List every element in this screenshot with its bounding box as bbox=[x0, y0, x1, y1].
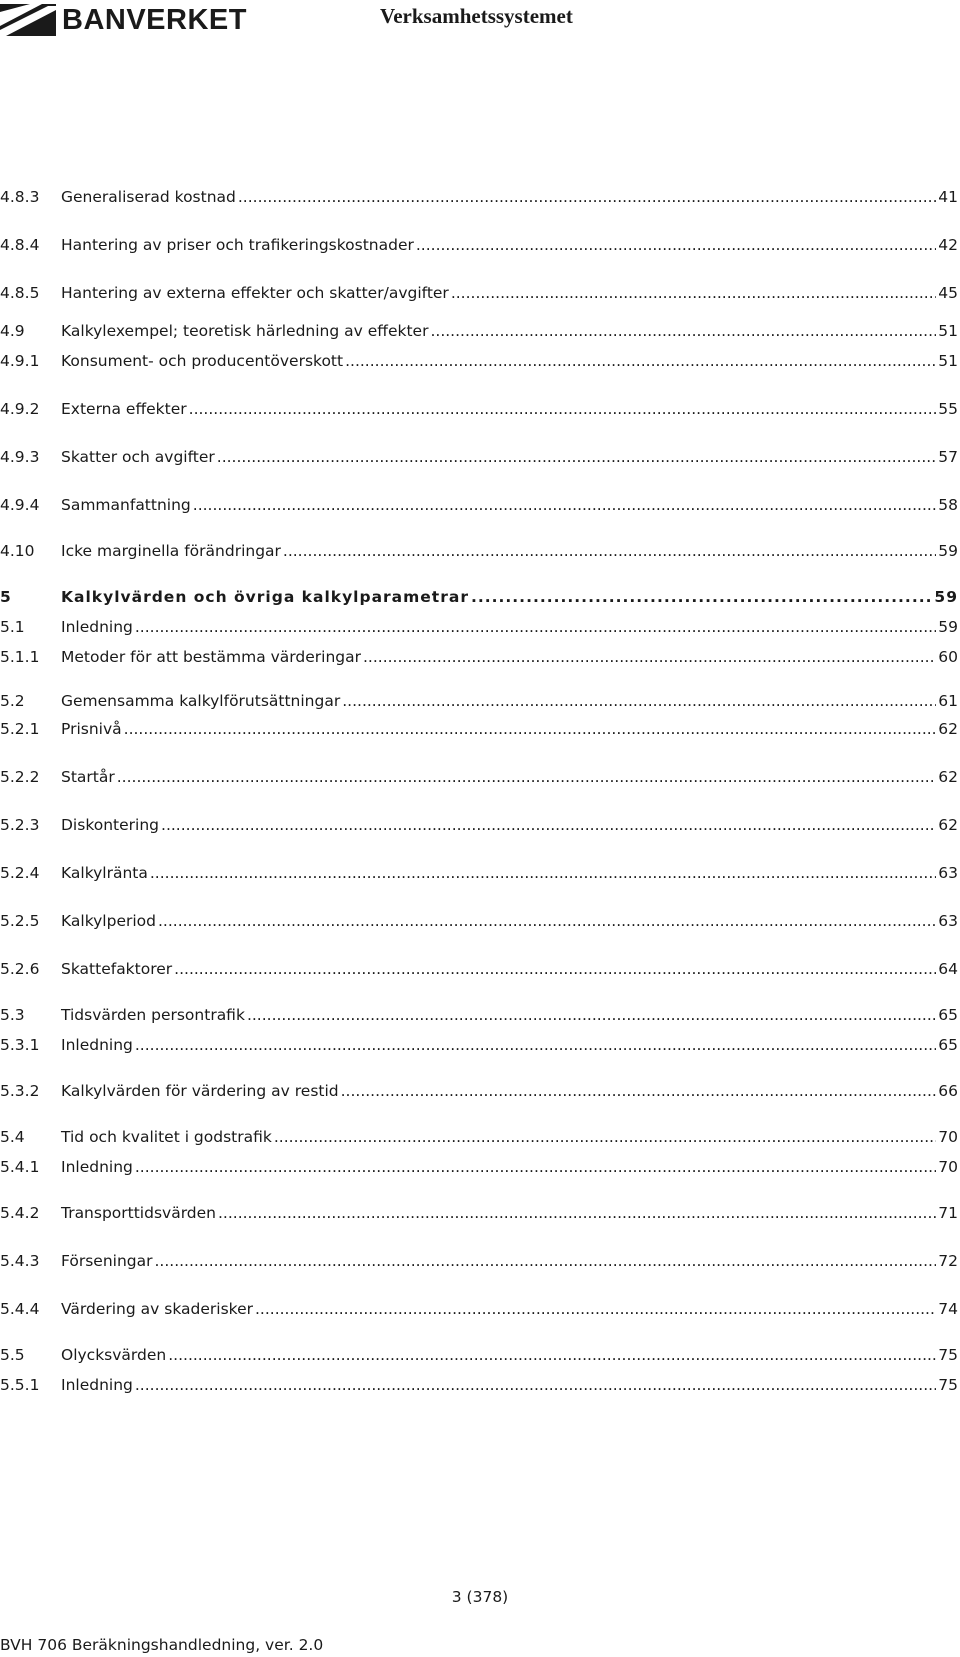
toc-entry[interactable] bbox=[0, 1298, 958, 1320]
toc-entry-number: 5.4.3 bbox=[0, 1252, 40, 1270]
toc-entry-title: Förseningar bbox=[61, 1252, 153, 1270]
toc-entry-number: 5.3.2 bbox=[0, 1082, 40, 1100]
toc-entry[interactable] bbox=[0, 1344, 958, 1366]
toc-entry[interactable] bbox=[0, 540, 958, 562]
toc-entry-number: 4.10 bbox=[0, 542, 35, 560]
toc-entry-title: Olycksvärden bbox=[61, 1346, 167, 1364]
toc-entry[interactable] bbox=[0, 616, 958, 638]
toc-dot-leader bbox=[193, 494, 936, 516]
toc-entry-number: 4.8.5 bbox=[0, 284, 40, 302]
toc-entry-title: Hantering av externa effekter och skatter/avgifter bbox=[61, 284, 449, 302]
toc-entry-page: 62 bbox=[938, 816, 958, 834]
toc-entry-title: Startår bbox=[61, 768, 115, 786]
toc-dot-leader bbox=[341, 1080, 936, 1102]
toc-entry-number: 4.9.2 bbox=[0, 400, 40, 418]
toc-entry-title: Inledning bbox=[61, 1036, 133, 1054]
header-title: Verksamhetssystemet bbox=[380, 4, 573, 28]
toc-dot-leader bbox=[218, 1202, 936, 1224]
toc-dot-leader bbox=[174, 958, 936, 980]
toc-entry-title: Metoder för att bestämma värderingar bbox=[61, 648, 361, 666]
toc-entry-number: 5.4.4 bbox=[0, 1300, 40, 1318]
toc-entry-number: 5.5.1 bbox=[0, 1376, 40, 1394]
toc-entry-number: 5.2 bbox=[0, 692, 25, 710]
toc-entry-title: Tidsvärden persontrafik bbox=[61, 1006, 245, 1024]
toc-entry[interactable] bbox=[0, 398, 958, 420]
toc-entry-number: 4.8.3 bbox=[0, 188, 40, 206]
toc-dot-leader bbox=[117, 766, 936, 788]
toc-dot-leader bbox=[345, 350, 936, 372]
toc-entry-page: 75 bbox=[938, 1376, 958, 1394]
toc-entry-page: 51 bbox=[938, 352, 958, 370]
toc-dot-leader bbox=[363, 646, 936, 668]
toc-entry-page: 70 bbox=[938, 1158, 958, 1176]
toc-dot-leader bbox=[283, 540, 936, 562]
toc-entry-number: 5.3.1 bbox=[0, 1036, 40, 1054]
toc-dot-leader bbox=[150, 862, 936, 884]
toc-entry[interactable] bbox=[0, 862, 958, 884]
toc-entry-number: 5.2.2 bbox=[0, 768, 40, 786]
toc-entry-number: 5.2.1 bbox=[0, 720, 40, 738]
toc-entry[interactable] bbox=[0, 350, 958, 372]
toc-dot-leader bbox=[451, 282, 936, 304]
toc-entry-number: 5 bbox=[0, 588, 11, 606]
toc-entry-page: 55 bbox=[938, 400, 958, 418]
toc-entry-number: 4.9.1 bbox=[0, 352, 40, 370]
toc-entry-title: Kalkylränta bbox=[61, 864, 148, 882]
toc-entry-page: 57 bbox=[938, 448, 958, 466]
toc-dot-leader bbox=[189, 398, 936, 420]
toc-entry[interactable] bbox=[0, 1156, 958, 1178]
toc-entry[interactable] bbox=[0, 1250, 958, 1272]
toc-entry-title: Tid och kvalitet i godstrafik bbox=[61, 1128, 272, 1146]
toc-entry[interactable] bbox=[0, 766, 958, 788]
toc-entry-number: 5.3 bbox=[0, 1006, 25, 1024]
toc-entry[interactable] bbox=[0, 1004, 958, 1026]
toc-entry-page: 65 bbox=[938, 1006, 958, 1024]
toc-dot-leader bbox=[247, 1004, 936, 1026]
toc-entry-number: 5.4 bbox=[0, 1128, 25, 1146]
toc-entry-number: 5.1 bbox=[0, 618, 25, 636]
toc-entry-title: Värdering av skaderisker bbox=[61, 1300, 253, 1318]
toc-entry-title: Kalkylvärden för värdering av restid bbox=[61, 1082, 339, 1100]
toc-dot-leader bbox=[124, 718, 936, 740]
toc-entry-page: 61 bbox=[938, 692, 958, 710]
document-footer: BVH 706 Beräkningshandledning, ver. 2.0 bbox=[0, 1636, 324, 1654]
toc-entry-page: 60 bbox=[938, 648, 958, 666]
toc-entry[interactable] bbox=[0, 958, 958, 980]
toc-dot-leader bbox=[274, 1126, 936, 1148]
toc-entry-page: 63 bbox=[938, 912, 958, 930]
toc-entry[interactable] bbox=[0, 718, 958, 740]
toc-entry-page: 58 bbox=[938, 496, 958, 514]
toc-entry-title: Prisnivå bbox=[61, 720, 122, 738]
toc-entry[interactable] bbox=[0, 282, 958, 304]
toc-entry-title: Konsument- och producentöverskott bbox=[61, 352, 344, 370]
toc-entry-number: 4.8.4 bbox=[0, 236, 40, 254]
toc-entry-number: 5.2.5 bbox=[0, 912, 40, 930]
toc-entry-title: Transporttidsvärden bbox=[61, 1204, 216, 1222]
toc-dot-leader bbox=[168, 1344, 936, 1366]
toc-dot-leader bbox=[471, 586, 932, 608]
toc-entry-page: 74 bbox=[938, 1300, 958, 1318]
toc-entry-title: Skattefaktorer bbox=[61, 960, 173, 978]
toc-dot-leader bbox=[430, 320, 936, 342]
toc-entry[interactable] bbox=[0, 320, 958, 342]
toc-entry[interactable] bbox=[0, 234, 958, 256]
toc-entry-page: 66 bbox=[938, 1082, 958, 1100]
toc-entry-title: Inledning bbox=[61, 1158, 133, 1176]
toc-entry-title: Gemensamma kalkylförutsättningar bbox=[61, 692, 341, 710]
toc-dot-leader bbox=[342, 690, 936, 712]
toc-entry[interactable] bbox=[0, 446, 958, 468]
toc-entry-title: Diskontering bbox=[61, 816, 160, 834]
logo-text: BANVERKET bbox=[62, 3, 247, 36]
toc-entry-page: 51 bbox=[938, 322, 958, 340]
toc-entry[interactable] bbox=[0, 494, 958, 516]
toc-entry-number: 5.1.1 bbox=[0, 648, 40, 666]
toc-dot-leader bbox=[238, 186, 936, 208]
toc-entry-title: Kalkylvärden och övriga kalkylparametrar bbox=[61, 588, 469, 606]
toc-entry-number: 4.9 bbox=[0, 322, 25, 340]
toc-entry[interactable] bbox=[0, 1034, 958, 1056]
toc-entry-page: 41 bbox=[938, 188, 958, 206]
toc-entry[interactable] bbox=[0, 690, 958, 712]
toc-entry[interactable] bbox=[0, 646, 958, 668]
toc-entry-title: Kalkylexempel; teoretisk härledning av effekter bbox=[61, 322, 429, 340]
toc-entry-number: 5.2.3 bbox=[0, 816, 40, 834]
toc-entry-page: 45 bbox=[938, 284, 958, 302]
toc-entry-title: Hantering av priser och trafikeringskostnader bbox=[61, 236, 414, 254]
toc-entry[interactable] bbox=[0, 186, 958, 208]
toc-entry[interactable] bbox=[0, 1202, 958, 1224]
toc-entry-page: 65 bbox=[938, 1036, 958, 1054]
toc-entry-title: Skatter och avgifter bbox=[61, 448, 215, 466]
toc-entry-page: 64 bbox=[938, 960, 958, 978]
toc-entry-page: 62 bbox=[938, 720, 958, 738]
toc-entry-page: 71 bbox=[938, 1204, 958, 1222]
toc-entry-number: 5.5 bbox=[0, 1346, 25, 1364]
toc-dot-leader bbox=[135, 1156, 936, 1178]
toc-entry-title: Sammanfattning bbox=[61, 496, 191, 514]
toc-entry-title: Inledning bbox=[61, 1376, 133, 1394]
toc-entry-page: 63 bbox=[938, 864, 958, 882]
toc-dot-leader bbox=[217, 446, 936, 468]
toc-entry-title: Externa effekter bbox=[61, 400, 187, 418]
toc-entry-page: 75 bbox=[938, 1346, 958, 1364]
toc-entry-number: 5.2.6 bbox=[0, 960, 40, 978]
toc-entry-page: 59 bbox=[938, 618, 958, 636]
toc-entry-title: Inledning bbox=[61, 618, 133, 636]
toc-entry-number: 4.9.3 bbox=[0, 448, 40, 466]
toc-dot-leader bbox=[158, 910, 936, 932]
toc-entry-number: 5.4.1 bbox=[0, 1158, 40, 1176]
toc-entry-page: 59 bbox=[938, 542, 958, 560]
toc-entry-page: 62 bbox=[938, 768, 958, 786]
toc-entry-page: 70 bbox=[938, 1128, 958, 1146]
toc-entry-page: 42 bbox=[938, 236, 958, 254]
page-number: 3 (378) bbox=[451, 1588, 509, 1606]
toc-dot-leader bbox=[255, 1298, 936, 1320]
toc-entry[interactable] bbox=[0, 1374, 958, 1396]
toc-entry-title: Generaliserad kostnad bbox=[61, 188, 236, 206]
toc-entry-page: 59 bbox=[934, 588, 958, 606]
toc-entry[interactable] bbox=[0, 1126, 958, 1148]
toc-entry-number: 5.2.4 bbox=[0, 864, 40, 882]
toc-entry-page: 72 bbox=[938, 1252, 958, 1270]
toc-dot-leader bbox=[135, 1034, 936, 1056]
toc-entry-title: Kalkylperiod bbox=[61, 912, 156, 930]
toc-entry-number: 5.4.2 bbox=[0, 1204, 40, 1222]
toc-dot-leader bbox=[135, 616, 936, 638]
toc-dot-leader bbox=[135, 1374, 936, 1396]
toc-entry[interactable] bbox=[0, 814, 958, 836]
toc-entry-number: 4.9.4 bbox=[0, 496, 40, 514]
toc-dot-leader bbox=[416, 234, 936, 256]
toc-entry[interactable] bbox=[0, 586, 958, 608]
toc-entry-title: Icke marginella förändringar bbox=[61, 542, 281, 560]
toc-dot-leader bbox=[155, 1250, 937, 1272]
toc-dot-leader bbox=[161, 814, 936, 836]
toc-entry[interactable] bbox=[0, 1080, 958, 1102]
toc-entry[interactable] bbox=[0, 910, 958, 932]
